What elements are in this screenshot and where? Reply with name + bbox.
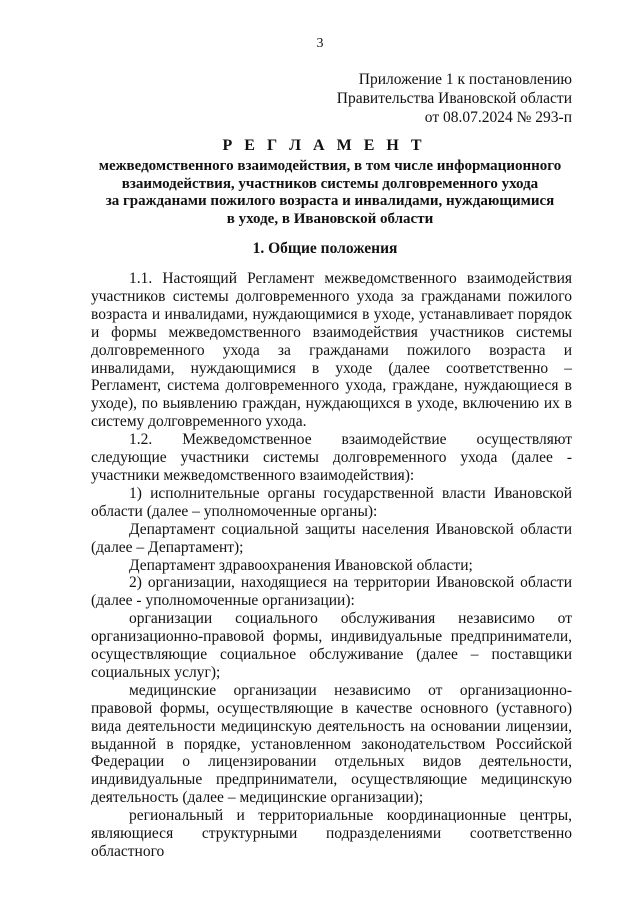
appendix-block xyxy=(337,70,572,127)
subtitle-line: взаимодействия, участников системы долговременного ухода xyxy=(121,175,539,192)
paragraph: региональный и территориальные координационные центры, являющиеся структурными подразделениями соответственно областного xyxy=(91,807,572,860)
paragraph: 2) организации, находящиеся на территории Ивановской области (далее - уполномоченные организации): xyxy=(91,574,572,610)
paragraph: медицинские организации независимо от организационно-правовой формы, осуществляющие в качестве основного (уставного) вида деятельности медицинскую деятельность на основании лицензии, выданной в порядке, установленном законодательством Российской Федерации о лицензировании отдельных видов деятельности, индивидуальные предприниматели, осуществляющие медицинскую деятельность (далее – медицинские организации); xyxy=(91,681,572,807)
body-text xyxy=(91,270,572,861)
paragraph: организации социального обслуживания независимо от организационно-правовой формы, индивидуальные предприниматели, осуществляющие социальное обслуживание (далее – поставщики социальных услуг); xyxy=(91,610,572,681)
document-title: Р Е Г Л А М Е Н Т xyxy=(222,137,426,154)
appendix-line: от 08.07.2024 № 293-п xyxy=(424,109,572,126)
subtitle-line: в уходе, в Ивановской области xyxy=(226,210,434,227)
document-subtitle xyxy=(60,158,600,228)
page-number: 3 xyxy=(316,36,324,51)
subtitle-line: за гражданами пожилого возраста и инвалидами, нуждающимися xyxy=(105,193,555,209)
paragraph: Департамент социальной защиты населения Ивановской области (далее – Департамент); xyxy=(91,520,572,556)
paragraph: 1.1. Настоящий Регламент межведомственного взаимодействия участников системы долговременного ухода за гражданами пожилого возраста и инвалидами, нуждающимися в уходе, устанавливает порядок и формы межведомственного взаимодействия участников системы долговременного ухода за гражданами пожилого возраста и инвалидами, нуждающимися в уходе (далее соответственно – Регламент, система долговременного ухода, граждане, нуждающиеся в уходе), по выявлению граждан, нуждающихся в уходе, включению их в систему долговременного ухода. xyxy=(91,270,572,431)
section-heading: 1. Общие положения xyxy=(252,240,398,257)
paragraph: 1.2. Межведомственное взаимодействие осуществляют следующие участники системы долговременного ухода (далее - участники межведомственного взаимодействия): xyxy=(91,431,572,484)
appendix-line: Приложение 1 к постановлению xyxy=(358,71,572,88)
subtitle-line: межведомственного взаимодействия, в том числе информационного xyxy=(98,158,562,174)
paragraph: Департамент здравоохранения Ивановской области; xyxy=(129,556,473,574)
paragraph: 1) исполнительные органы государственной власти Ивановской области (далее – уполномоченные органы): xyxy=(91,484,572,520)
appendix-line: Правительства Ивановской области xyxy=(336,90,572,107)
